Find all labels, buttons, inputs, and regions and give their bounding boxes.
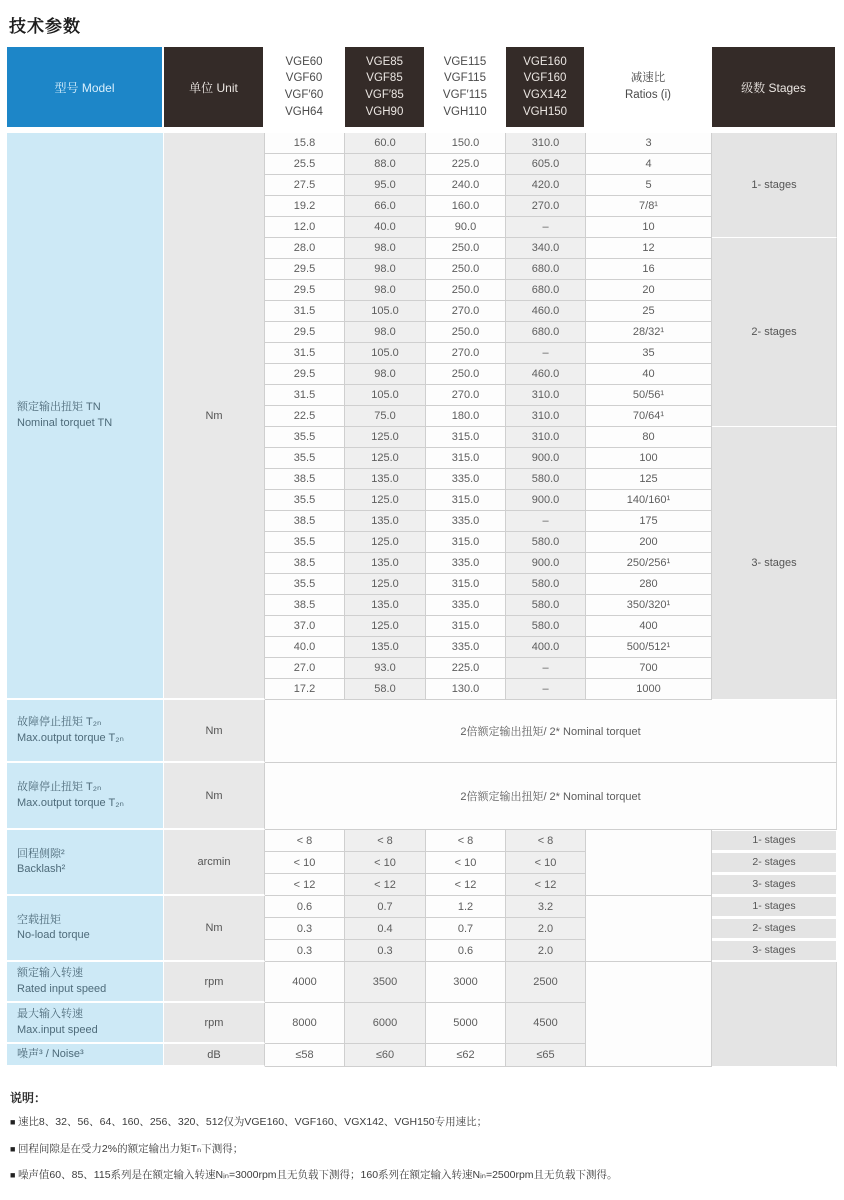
value-cell: 125.0 [345, 574, 426, 595]
stage-label: 1- stages [712, 133, 837, 238]
value-cell: 38.5 [265, 553, 345, 574]
value-cell: < 8 [345, 830, 426, 852]
value-cell: 335.0 [426, 469, 506, 490]
value-cell: 38.5 [265, 469, 345, 490]
value-cell: < 12 [506, 874, 586, 896]
value-cell: 12.0 [265, 217, 345, 238]
ratio-cell: 35 [586, 343, 712, 364]
ratio-cell: 125 [586, 469, 712, 490]
value-cell: < 8 [265, 830, 345, 852]
stage-label [712, 852, 837, 874]
value-cell: 0.3 [265, 918, 345, 940]
value-cell: 35.5 [265, 448, 345, 469]
value-cell: 3.2 [506, 896, 586, 918]
value-cell: 98.0 [345, 238, 426, 259]
ratio-cell: 20 [586, 280, 712, 301]
label-zh: 回程侧隙² [17, 847, 65, 860]
value-cell: 15.8 [265, 133, 345, 154]
note-item: ■ 回程间隙是在受力2%的额定输出力矩Tₙ下测得； [10, 1143, 837, 1157]
stage-label [712, 830, 837, 852]
value-cell: – [506, 679, 586, 700]
value-cell: 38.5 [265, 595, 345, 616]
header-stages: 级数 Stages [712, 47, 837, 133]
series-name: VGF115 [444, 72, 486, 85]
ratio-cell: 175 [586, 511, 712, 532]
value-cell: 38.5 [265, 511, 345, 532]
stage-label: 3- stages [712, 427, 837, 700]
unit-cell: Nm [164, 700, 265, 763]
value-cell: 310.0 [506, 133, 586, 154]
ratio-cell: 140/160¹ [586, 490, 712, 511]
ratio-cell: 500/512¹ [586, 637, 712, 658]
stage-chip: 3- stages [712, 941, 836, 960]
ratio-cell: 250/256¹ [586, 553, 712, 574]
noise-label [7, 1044, 164, 1067]
series-name: VGH150 [522, 105, 568, 118]
value-cell: 58.0 [345, 679, 426, 700]
ratio-cell-empty [586, 962, 712, 1067]
value-cell: 6000 [345, 1003, 426, 1044]
ratio-cell: 700 [586, 658, 712, 679]
label-en: Nominal torquet TN [17, 416, 113, 429]
value-cell: 40.0 [265, 637, 345, 658]
ratio-cell: 50/56¹ [586, 385, 712, 406]
label-en: No-load torque [17, 929, 90, 941]
ratio-cell: 5 [586, 175, 712, 196]
value-cell: 460.0 [506, 364, 586, 385]
value-cell: 29.5 [265, 322, 345, 343]
value-cell: 29.5 [265, 364, 345, 385]
series-name: VGH110 [443, 105, 487, 118]
value-cell: – [506, 658, 586, 679]
series-name: VGE115 [443, 55, 487, 68]
series-name: VGH64 [285, 105, 323, 118]
ratio-cell: 10 [586, 217, 712, 238]
stage-cell-empty [712, 962, 837, 1067]
value-cell: 31.5 [265, 301, 345, 322]
value-cell: 4000 [265, 962, 345, 1003]
no-load-torque-label [7, 896, 164, 962]
ratio-cell: 350/320¹ [586, 595, 712, 616]
notes-title: 说明： [10, 1091, 47, 1105]
value-cell: < 10 [345, 852, 426, 874]
table-header [7, 47, 837, 133]
series-name: VGF160 [523, 72, 567, 85]
label-en: Backlash² [17, 863, 66, 875]
value-cell: 900.0 [506, 448, 586, 469]
value-cell: 29.5 [265, 259, 345, 280]
value-cell: 0.7 [345, 896, 426, 918]
series-name: VGF′60 [284, 89, 324, 101]
value-cell: 22.5 [265, 406, 345, 427]
value-cell: 460.0 [506, 301, 586, 322]
label-zh: 额定输入转速 [17, 967, 83, 980]
value-cell: 29.5 [265, 280, 345, 301]
table-row [7, 700, 837, 763]
value-cell: 0.6 [265, 896, 345, 918]
value-cell: 270.0 [426, 301, 506, 322]
series-name: VGF′85 [365, 89, 404, 101]
value-cell: 0.4 [345, 918, 426, 940]
value-cell: 900.0 [506, 490, 586, 511]
value-cell: 580.0 [506, 595, 586, 616]
value-cell: 19.2 [265, 196, 345, 217]
backlash-label [7, 830, 164, 896]
value-cell: 4500 [506, 1003, 586, 1044]
value-cell: 315.0 [426, 448, 506, 469]
value-cell: < 8 [506, 830, 586, 852]
value-cell: 310.0 [506, 427, 586, 448]
value-cell: 98.0 [345, 322, 426, 343]
value-cell: 580.0 [506, 469, 586, 490]
value-cell: 135.0 [345, 511, 426, 532]
value-cell: 135.0 [345, 595, 426, 616]
value-cell: 225.0 [426, 658, 506, 679]
max-output-torque-label [7, 700, 164, 763]
value-cell: 135.0 [345, 637, 426, 658]
label-zh: 最大输入转速 [17, 1008, 83, 1021]
value-cell: 105.0 [345, 301, 426, 322]
value-cell: 605.0 [506, 154, 586, 175]
value-cell: 3500 [345, 962, 426, 1003]
value-cell: 340.0 [506, 238, 586, 259]
value-cell: 17.2 [265, 679, 345, 700]
value-cell: 420.0 [506, 175, 586, 196]
value-cell: 130.0 [426, 679, 506, 700]
value-cell: 125.0 [345, 448, 426, 469]
value-cell: 250.0 [426, 322, 506, 343]
stage-label [712, 896, 837, 918]
value-cell: 25.5 [265, 154, 345, 175]
value-cell: 0.6 [426, 940, 506, 962]
value-cell: 27.0 [265, 658, 345, 679]
value-cell: < 8 [426, 830, 506, 852]
stage-label [712, 918, 837, 940]
value-cell: 680.0 [506, 259, 586, 280]
value-cell: – [506, 343, 586, 364]
value-cell: 580.0 [506, 616, 586, 637]
value-cell: 0.3 [265, 940, 345, 962]
value-cell: 105.0 [345, 385, 426, 406]
stage-chip: 1- stages [712, 897, 836, 916]
table-body [7, 133, 837, 1067]
unit-cell: dB [164, 1044, 265, 1067]
series-name: VGE60 [285, 55, 323, 68]
ratio-cell: 16 [586, 259, 712, 280]
ratio-cell: 280 [586, 574, 712, 595]
value-cell: 150.0 [426, 133, 506, 154]
label-en: Max.output torque T₂ₙ [17, 796, 124, 809]
ratio-cell: 4 [586, 154, 712, 175]
label-zh: 故障停止扭矩 T₂ₙ [17, 781, 102, 794]
header-model: 型号 Model [7, 47, 164, 133]
value-cell: 135.0 [345, 469, 426, 490]
header-series-160 [506, 47, 586, 133]
unit-cell: Nm [164, 133, 265, 700]
value-cell: < 10 [506, 852, 586, 874]
stage-label: 2- stages [712, 238, 837, 427]
stage-label [712, 874, 837, 896]
note-item: ■ 速比8、32、56、64、160、256、320、512仅为VGE160、VGF160、VGX142、VGH150专用速比； [10, 1116, 837, 1130]
table-row [7, 896, 837, 918]
unit-cell: arcmin [164, 830, 265, 896]
ratio-cell: 1000 [586, 679, 712, 700]
value-cell: 125.0 [345, 616, 426, 637]
value-cell: 250.0 [426, 238, 506, 259]
table-row [7, 133, 837, 154]
value-cell: 135.0 [345, 553, 426, 574]
value-cell: 125.0 [345, 427, 426, 448]
rated-input-speed-label [7, 962, 164, 1003]
value-cell: – [506, 217, 586, 238]
ratio-cell: 70/64¹ [586, 406, 712, 427]
value-cell: 88.0 [345, 154, 426, 175]
label-zh: 空载扭矩 [17, 913, 61, 926]
max-output-torque-label [7, 763, 164, 830]
ratio-cell: 40 [586, 364, 712, 385]
max-output-torque-value: 2倍额定输出扭矩/ 2* Nominal torquet [265, 700, 837, 763]
value-cell: 5000 [426, 1003, 506, 1044]
label-en: Max.input speed [17, 1023, 98, 1036]
series-name: VGE160 [523, 55, 567, 68]
value-cell: ≤60 [345, 1044, 426, 1067]
ratio-cell: 80 [586, 427, 712, 448]
value-cell: < 10 [426, 852, 506, 874]
value-cell: 125.0 [345, 490, 426, 511]
label-en: Rated input speed [17, 982, 107, 995]
value-cell: 28.0 [265, 238, 345, 259]
value-cell: 310.0 [506, 385, 586, 406]
value-cell: < 12 [345, 874, 426, 896]
value-cell: < 12 [426, 874, 506, 896]
notes-section [10, 1089, 837, 1183]
header-series-85 [345, 47, 426, 133]
value-cell: 270.0 [426, 385, 506, 406]
value-cell: 270.0 [426, 343, 506, 364]
value-cell: 1.2 [426, 896, 506, 918]
value-cell: 335.0 [426, 637, 506, 658]
value-cell: 95.0 [345, 175, 426, 196]
value-cell: 98.0 [345, 259, 426, 280]
value-cell: 315.0 [426, 616, 506, 637]
unit-cell: rpm [164, 1003, 265, 1044]
ratio-cell: 100 [586, 448, 712, 469]
header-unit: 单位 Unit [164, 47, 265, 133]
value-cell: 66.0 [345, 196, 426, 217]
value-cell: 35.5 [265, 574, 345, 595]
value-cell: 0.7 [426, 918, 506, 940]
value-cell: 90.0 [426, 217, 506, 238]
value-cell: 270.0 [506, 196, 586, 217]
value-cell: 2500 [506, 962, 586, 1003]
value-cell: < 12 [265, 874, 345, 896]
value-cell: 2.0 [506, 940, 586, 962]
value-cell: 75.0 [345, 406, 426, 427]
value-cell: 0.3 [345, 940, 426, 962]
value-cell: 580.0 [506, 532, 586, 553]
ratio-cell: 7/8¹ [586, 196, 712, 217]
stage-chip: 1- stages [712, 831, 836, 850]
value-cell: ≤58 [265, 1044, 345, 1067]
ratio-cell-empty [586, 896, 712, 962]
value-cell: 315.0 [426, 490, 506, 511]
value-cell: – [506, 511, 586, 532]
series-name: VGE85 [365, 55, 404, 68]
stage-chip: 2- stages [712, 853, 836, 872]
series-name: VGX142 [523, 89, 567, 101]
value-cell: 60.0 [345, 133, 426, 154]
table-row [7, 763, 837, 830]
value-cell: 93.0 [345, 658, 426, 679]
note-item: ■ 噪声值60、85、115系列是在额定输入转速Nᵢₙ=3000rpm且无负载下测得；160系列在额定输入转速Nᵢₙ=2500rpm且无负载下测得。 [10, 1169, 837, 1183]
value-cell: 98.0 [345, 280, 426, 301]
value-cell: 35.5 [265, 532, 345, 553]
stage-chip: 3- stages [712, 875, 836, 894]
ratio-cell-empty [586, 830, 712, 896]
ratio-cell: 3 [586, 133, 712, 154]
value-cell: ≤65 [506, 1044, 586, 1067]
ratio-cell: 28/32¹ [586, 322, 712, 343]
unit-cell: Nm [164, 896, 265, 962]
value-cell: 98.0 [345, 364, 426, 385]
value-cell: 225.0 [426, 154, 506, 175]
value-cell: 31.5 [265, 385, 345, 406]
ratio-cell: 400 [586, 616, 712, 637]
value-cell: ≤62 [426, 1044, 506, 1067]
value-cell: 35.5 [265, 490, 345, 511]
series-name: VGH90 [365, 105, 404, 118]
unit-cell: rpm [164, 962, 265, 1003]
value-cell: 250.0 [426, 364, 506, 385]
max-output-torque-value: 2倍额定输出扭矩/ 2* Nominal torquet [265, 763, 837, 830]
spec-table [7, 47, 837, 1067]
value-cell: 40.0 [345, 217, 426, 238]
ratio-cell: 12 [586, 238, 712, 259]
ratio-cell: 200 [586, 532, 712, 553]
value-cell: 2.0 [506, 918, 586, 940]
value-cell: 680.0 [506, 322, 586, 343]
nominal-torque-label [7, 133, 164, 700]
value-cell: < 10 [265, 852, 345, 874]
header-ratios [586, 47, 712, 133]
value-cell: 180.0 [426, 406, 506, 427]
value-cell: 250.0 [426, 280, 506, 301]
header-series-115 [426, 47, 506, 133]
value-cell: 105.0 [345, 343, 426, 364]
label-zh: 额定输出扭矩 TN [17, 401, 101, 414]
value-cell: 335.0 [426, 553, 506, 574]
ratio-cell: 25 [586, 301, 712, 322]
value-cell: 125.0 [345, 532, 426, 553]
stage-chip: 2- stages [712, 919, 836, 938]
value-cell: 240.0 [426, 175, 506, 196]
value-cell: 315.0 [426, 532, 506, 553]
table-row [7, 830, 837, 852]
unit-cell: Nm [164, 763, 265, 830]
value-cell: 3000 [426, 962, 506, 1003]
page-title: 技术参数 [9, 17, 81, 36]
value-cell: 335.0 [426, 595, 506, 616]
ratios-label: 减速比 [630, 72, 666, 85]
label-zh: 故障停止扭矩 T₂ₙ [17, 716, 102, 729]
series-name: VGF85 [366, 72, 403, 85]
label-en: Max.output torque T₂ₙ [17, 731, 124, 744]
value-cell: 580.0 [506, 574, 586, 595]
table-row [7, 962, 837, 1003]
notes-list [10, 1116, 837, 1183]
series-name: VGF′115 [442, 89, 488, 101]
value-cell: 37.0 [265, 616, 345, 637]
header-series-60 [265, 47, 345, 133]
value-cell: 400.0 [506, 637, 586, 658]
max-input-speed-label [7, 1003, 164, 1044]
stage-label [712, 940, 837, 962]
value-cell: 315.0 [426, 574, 506, 595]
value-cell: 31.5 [265, 343, 345, 364]
value-cell: 35.5 [265, 427, 345, 448]
series-name: VGF60 [285, 72, 323, 85]
value-cell: 900.0 [506, 553, 586, 574]
value-cell: 27.5 [265, 175, 345, 196]
value-cell: 160.0 [426, 196, 506, 217]
value-cell: 310.0 [506, 406, 586, 427]
value-cell: 315.0 [426, 427, 506, 448]
value-cell: 680.0 [506, 280, 586, 301]
value-cell: 335.0 [426, 511, 506, 532]
value-cell: 8000 [265, 1003, 345, 1044]
label-zh: 噪声³ / Noise³ [17, 1047, 84, 1060]
value-cell: 250.0 [426, 259, 506, 280]
ratios-sublabel: Ratios (i) [624, 89, 671, 101]
